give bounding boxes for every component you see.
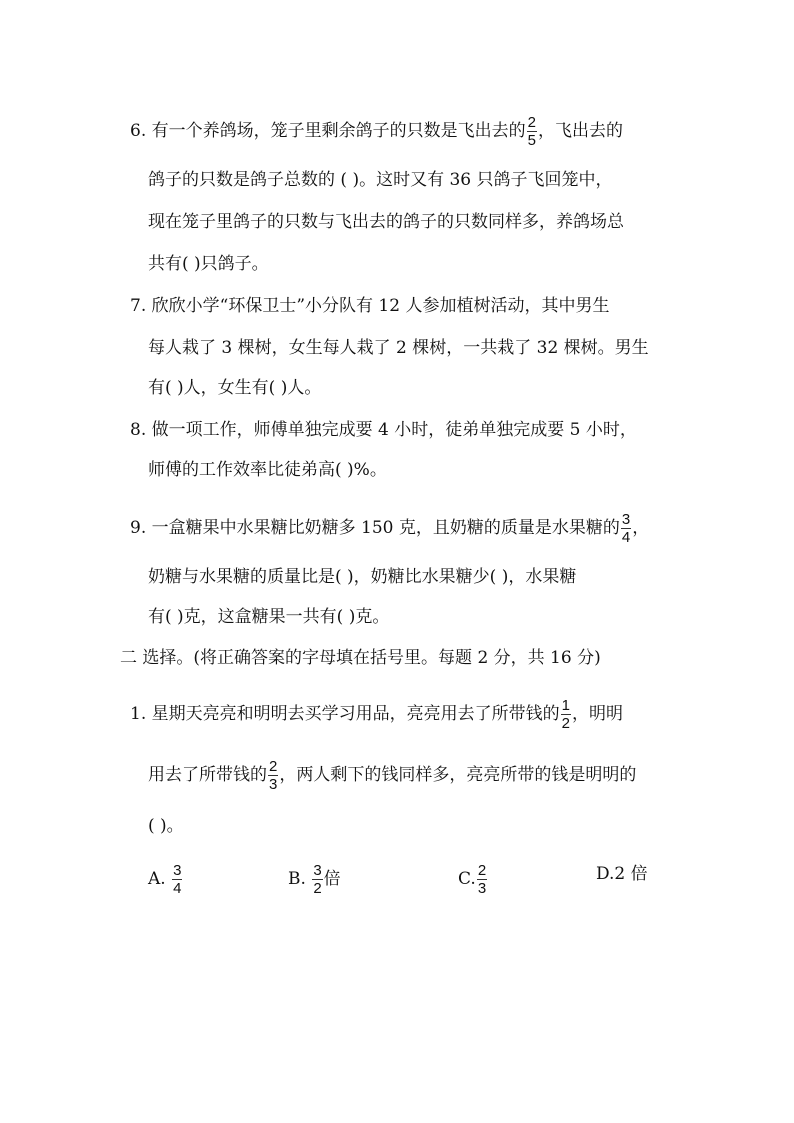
q7-line1: 7. 欣欣小学“环保卫士”小分队有 12 人参加植树活动，其中男生 [130, 296, 610, 316]
q6-line4: 共有( )只鸽子。 [148, 254, 269, 274]
q9-line1-text-pre: 9. 一盒糖果中水果糖比奶糖多 150 克，且奶糖的质量是水果糖的 [130, 518, 620, 538]
q9-fraction [621, 511, 631, 546]
c1-line2-text-post: ，两人剩下的钱同样多，亮亮所带的钱是明明的 [279, 765, 637, 785]
option-a [148, 862, 183, 897]
q6-fraction-numerator: 2 [527, 114, 536, 131]
q9-line1 [130, 511, 650, 546]
c1-fraction-2 [268, 758, 278, 793]
c1-fraction-2-denominator: 3 [269, 776, 278, 793]
section2-heading: 二 选择。(将正确答案的字母填在括号里。每题 2 分，共 16 分) [120, 648, 601, 668]
q6-line2: 鸽子的只数是鸽子总数的 ( )。这时又有 36 只鸽子飞回笼中， [148, 170, 613, 190]
option-b-denominator: 2 [313, 880, 322, 897]
option-b-numerator: 3 [313, 862, 322, 879]
q9-fraction-numerator: 3 [621, 511, 631, 528]
c1-fraction-2-numerator: 2 [269, 758, 278, 775]
c1-fraction-1-denominator: 2 [561, 715, 570, 732]
option-a-label: A. [148, 869, 166, 889]
q7-line3: 有( )人，女生有( )人。 [148, 378, 322, 398]
option-a-fraction [172, 862, 182, 897]
option-a-denominator: 4 [173, 880, 182, 897]
option-b [288, 862, 341, 897]
option-b-suffix: 倍 [323, 869, 341, 889]
option-b-label: B. [288, 869, 306, 889]
option-c [458, 862, 488, 897]
q6-fraction [527, 114, 537, 149]
q7-line2: 每人栽了 3 棵树，女生每人栽了 2 棵树，一共栽了 32 棵树。男生 [148, 338, 649, 358]
option-c-fraction [477, 862, 487, 897]
c1-line1 [130, 697, 623, 732]
q6-fraction-denominator: 5 [527, 132, 536, 149]
q6-line3: 现在笼子里鸽子的只数与飞出去的鸽子的只数同样多，养鸽场总 [148, 212, 624, 232]
c1-fraction-1 [561, 697, 571, 732]
q6-line1-text-pre: 6. 有一个养鸽场，笼子里剩余鸽子的只数是飞出去的 [130, 121, 526, 141]
q6-line1-text-post: ，飞出去的 [537, 121, 623, 141]
option-c-label: C. [458, 869, 476, 889]
c1-line2-text-pre: 用去了所带钱的 [148, 765, 267, 785]
q9-fraction-denominator: 4 [621, 529, 631, 546]
c1-line1-text-post: ，明明 [571, 704, 623, 724]
c1-fraction-1-numerator: 1 [561, 697, 570, 714]
q8-line1: 8. 做一项工作，师傅单独完成要 4 小时，徒弟单独完成要 5 小时， [130, 420, 637, 440]
option-c-denominator: 3 [477, 880, 487, 897]
option-b-fraction [312, 862, 322, 897]
option-c-numerator: 2 [477, 862, 487, 879]
q6-line1 [130, 114, 623, 149]
c1-line3: ( )。 [148, 816, 184, 836]
option-d: D.2 倍 [596, 864, 648, 884]
c1-line1-text-pre: 1. 星期天亮亮和明明去买学习用品，亮亮用去了所带钱的 [130, 704, 560, 724]
q8-line2: 师傅的工作效率比徒弟高( )%。 [148, 460, 387, 480]
option-a-numerator: 3 [173, 862, 182, 879]
q9-line2: 奶糖与水果糖的质量比是( )，奶糖比水果糖少( )，水果糖 [148, 567, 577, 587]
q9-line1-text-post: ， [632, 518, 650, 538]
c1-line2 [148, 758, 637, 793]
q9-line3: 有( )克，这盒糖果一共有( )克。 [148, 607, 390, 627]
